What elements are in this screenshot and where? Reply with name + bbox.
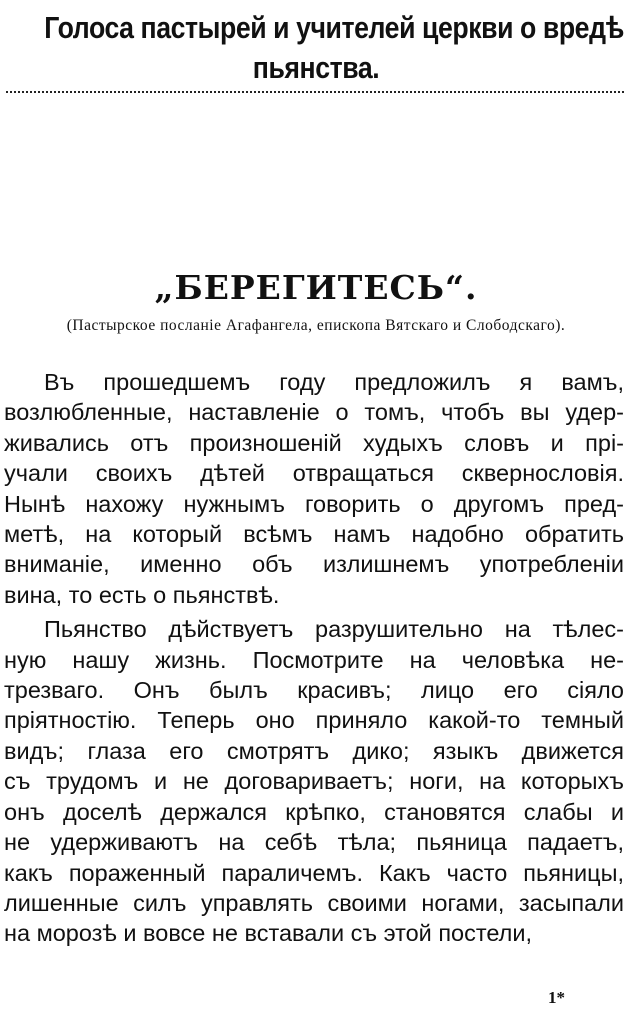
page-number: 1*: [548, 988, 565, 1007]
section-title: „БЕРЕГИТЕСЬ“.: [154, 268, 478, 307]
text-line: возлюбленные, наставленіе о томъ, чтобъ вы удер-: [4, 399, 624, 426]
text-line: Пьянство дѣйствуетъ разрушительно на тѣлес-: [44, 616, 624, 643]
text-line: учали своихъ дѣтей отвращаться сквернословія.: [4, 460, 624, 487]
text-line: видъ; глаза его смотрятъ дико; языкъ движется: [4, 737, 624, 764]
text-line: съ трудомъ и не договариваетъ; ноги, на которыхъ: [4, 768, 624, 795]
text-line: метѣ, на который всѣмъ намъ надобно обратить: [4, 521, 624, 548]
text-line: на морозѣ и вовсе не вставали съ этой постели,: [4, 920, 533, 947]
text-line: вниманіе, именно объ излишнемъ употребленіи: [4, 551, 624, 578]
text-line: онъ доселѣ держался крѣпко, становятся слабы и: [4, 798, 624, 825]
page-header: [0, 8, 632, 88]
text-line: пріятностію. Теперь оно приняло какой-то темный: [4, 707, 624, 734]
header-line-2: пьянства.: [252, 50, 380, 85]
text-line: Въ прошедшемъ году предложилъ я вамъ,: [44, 369, 624, 395]
body-text: [4, 367, 624, 949]
text-line: живались отъ произношеній худыхъ словъ и прі-: [4, 429, 624, 456]
header-line-1: Голоса пастырей и учителей церкви о вредѣ: [44, 10, 624, 45]
text-line: какъ пораженный параличемъ. Какъ часто пьяницы,: [4, 859, 624, 886]
text-line: ную нашу жизнь. Посмотрите на человѣка не-: [4, 646, 624, 673]
text-line: лишенные силъ управлять своими ногами, засыпали: [4, 889, 624, 916]
dotted-divider: [6, 91, 624, 93]
section-subtitle: (Пастырское посланіе Агафангела, епископа Вятскаго и Слободскаго).: [66, 317, 566, 334]
text-line: трезваго. Онъ былъ красивъ; лицо его сіяло: [4, 677, 624, 704]
text-line: не удерживаютъ на себѣ тѣла; пьяница падаетъ,: [4, 829, 624, 856]
text-line: вина, то есть о пьянствѣ.: [4, 581, 280, 608]
text-line: Нынѣ нахожу нужнымъ говорить о другомъ пред-: [4, 490, 624, 517]
